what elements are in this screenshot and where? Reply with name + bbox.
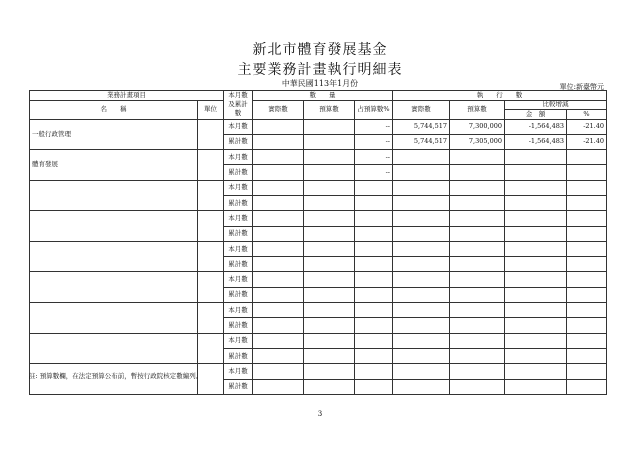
cell-budget-pct: -- (355, 134, 393, 149)
cell-budget-pct: -- (355, 165, 393, 180)
table-row (30, 119, 607, 134)
header-actual-qty: 實際數 (253, 100, 304, 119)
table-row: 累計數 (30, 226, 607, 241)
cell-diff-pct: -21.40 (567, 134, 607, 149)
cell-actual-amt (393, 165, 450, 180)
table-row: 累計數 (30, 195, 607, 210)
cell-actual-qty (253, 119, 304, 134)
row-label-cumulative: 累計數 (224, 134, 253, 149)
report-period: 中華民國113年1月份 (281, 79, 359, 88)
header-budget-amt: 預算數 (450, 100, 505, 119)
cell-budget-pct: -- (355, 150, 393, 165)
cell-diff-pct (567, 150, 607, 165)
header-percent: % (567, 110, 607, 120)
table-row: 累計數 (30, 379, 607, 394)
cell-actual-qty (253, 165, 304, 180)
cell-diff-amt (505, 150, 567, 165)
table-row: 本月數 (30, 180, 607, 195)
header-unit: 單位 (198, 100, 224, 119)
header-name: 名 稱 (30, 100, 198, 119)
table-row: 累計數 (30, 318, 607, 333)
cell-diff-pct: -21.40 (567, 119, 607, 134)
item-unit (198, 119, 224, 150)
cell-budget-qty (304, 150, 355, 165)
currency-unit: 單位:新臺幣元 (559, 83, 604, 91)
cell-actual-amt (393, 150, 450, 165)
cell-actual-amt: 5,744,517 (393, 119, 450, 134)
header-plan-item: 業務計畫項目 (30, 91, 224, 101)
table-row: 累計數 (30, 257, 607, 272)
cell-budget-amt (450, 150, 505, 165)
cell-actual-qty (253, 134, 304, 149)
item-unit (198, 150, 224, 181)
execution-detail-table (29, 90, 607, 395)
header-amount: 金 額 (505, 110, 567, 120)
row-label-cumulative: 累計數 (224, 165, 253, 180)
cell-budget-qty (304, 165, 355, 180)
header-comparison: 比較增減 (505, 100, 607, 110)
report-subtitle: 主要業務計畫執行明細表 (237, 62, 403, 78)
item-name: 一般行政管理 (30, 119, 198, 150)
header-budget-pct: 占預算數% (355, 100, 393, 119)
table-row: 本月數 (30, 272, 607, 287)
cell-budget-pct: -- (355, 119, 393, 134)
page-number: 3 (317, 410, 323, 418)
cell-actual-qty (253, 150, 304, 165)
cell-diff-amt: -1,564,483 (505, 119, 567, 134)
item-name: 體育發展 (30, 150, 198, 181)
table-row: 本月數 (30, 333, 607, 348)
table-row: 累計數 (30, 348, 607, 363)
header-quantity: 數 量 (253, 91, 393, 101)
row-label-month: 本月數 (224, 150, 253, 165)
cell-budget-amt: 7,305,000 (450, 134, 505, 149)
header-actual-amt: 實際數 (393, 100, 450, 119)
header-budget-qty: 預算數 (304, 100, 355, 119)
cell-budget-qty (304, 119, 355, 134)
cell-budget-qty (304, 134, 355, 149)
table-row: 本月數 (30, 241, 607, 256)
cell-actual-amt: 5,744,517 (393, 134, 450, 149)
table-row: 本月數 (30, 211, 607, 226)
report-title: 新北市體育發展基金 (252, 42, 388, 58)
header-row-2 (30, 100, 607, 110)
cell-diff-amt (505, 165, 567, 180)
cell-budget-amt: 7,300,000 (450, 119, 505, 134)
cell-diff-amt: -1,564,483 (505, 134, 567, 149)
cell-diff-pct (567, 165, 607, 180)
table-row: 本月數 (30, 364, 607, 379)
table-row: 本月數 (30, 303, 607, 318)
row-label-month: 本月數 (224, 119, 253, 134)
header-month-cumulative: 本月數及累計數 (224, 91, 253, 120)
footnote: 註: 預算數欄，在法定預算公布前，暫按行政院核定數編列。 (29, 372, 203, 380)
table-row (30, 150, 607, 165)
cell-budget-amt (450, 165, 505, 180)
header-execution: 執 行 數 (393, 91, 607, 101)
table-row: 累計數 (30, 287, 607, 302)
header-row-1 (30, 91, 607, 101)
